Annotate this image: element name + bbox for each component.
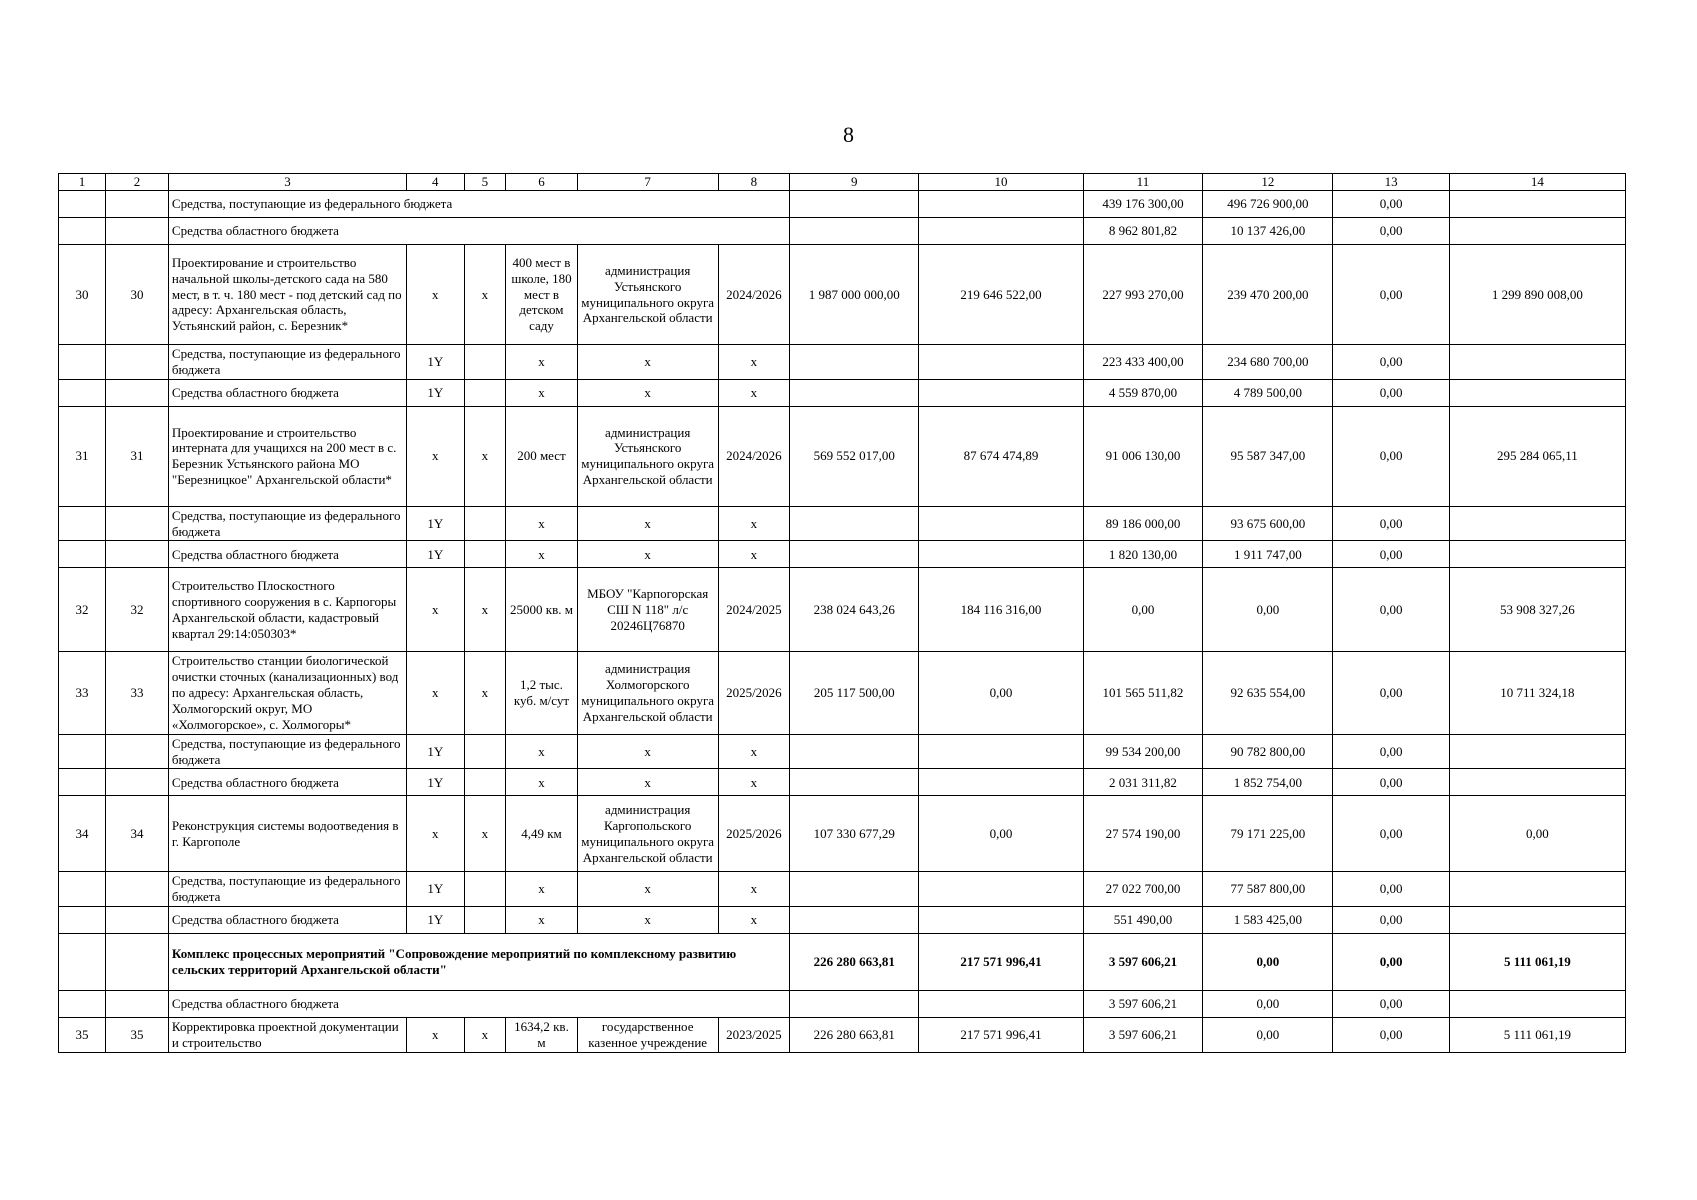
project-period: 2024/2026: [718, 245, 790, 345]
amount-col-12: 92 635 554,00: [1203, 652, 1333, 734]
project-capacity: 1,2 тыс. куб. м/сут: [506, 652, 578, 734]
empty-cell: [1449, 734, 1625, 769]
column-number: 1: [59, 174, 106, 191]
empty-cell: [919, 872, 1083, 907]
empty-cell: [105, 379, 168, 406]
col-7-mark: х: [577, 345, 718, 380]
budget-code: 1Y: [406, 872, 464, 907]
column-number: 8: [718, 174, 790, 191]
amount-col-13: 0,00: [1333, 191, 1449, 218]
col-7-mark: х: [577, 541, 718, 568]
amount-col-12: 0,00: [1203, 568, 1333, 652]
amount-col-10: 217 571 996,41: [919, 1018, 1083, 1053]
empty-cell: [790, 218, 919, 245]
empty-cell: [105, 541, 168, 568]
col-4-mark: х: [406, 568, 464, 652]
column-number: 7: [577, 174, 718, 191]
empty-cell: [105, 769, 168, 796]
budget-code: 1Y: [406, 506, 464, 541]
funding-source-row: [59, 991, 1626, 1018]
empty-cell: [790, 734, 919, 769]
project-row: [59, 245, 1626, 345]
amount-col-13: 0,00: [1333, 345, 1449, 380]
column-number: 6: [506, 174, 578, 191]
amount-col-12: 239 470 200,00: [1203, 245, 1333, 345]
total-cost: 569 552 017,00: [790, 406, 919, 506]
project-row: [59, 568, 1626, 652]
col-6-mark: х: [506, 379, 578, 406]
amount-col-13: 0,00: [1333, 872, 1449, 907]
amount-col-10: 217 571 996,41: [919, 934, 1083, 991]
column-number: 2: [105, 174, 168, 191]
empty-cell: [1449, 218, 1625, 245]
amount-col-11: 1 820 130,00: [1083, 541, 1203, 568]
empty-cell: [919, 907, 1083, 934]
empty-cell: [919, 991, 1083, 1018]
empty-cell: [1449, 506, 1625, 541]
empty-cell: [919, 379, 1083, 406]
table-body: [59, 174, 1626, 1053]
empty-cell: [1449, 991, 1625, 1018]
budget-code: 1Y: [406, 379, 464, 406]
amount-col-11: 89 186 000,00: [1083, 506, 1203, 541]
amount-col-13: 0,00: [1333, 907, 1449, 934]
amount-col-13: 0,00: [1333, 506, 1449, 541]
empty-cell: [790, 907, 919, 934]
empty-cell: [919, 734, 1083, 769]
col-8-mark: х: [718, 541, 790, 568]
complex-measures-row: [59, 934, 1626, 991]
column-number: 4: [406, 174, 464, 191]
empty-cell: [790, 872, 919, 907]
col-5-mark: х: [464, 568, 506, 652]
row-number: 30: [59, 245, 106, 345]
project-row: [59, 652, 1626, 734]
column-number: 12: [1203, 174, 1333, 191]
amount-col-12: 0,00: [1203, 1018, 1333, 1053]
column-number-row: [59, 174, 1626, 191]
project-period: 2023/2025: [718, 1018, 790, 1053]
amount-col-13: 0,00: [1333, 406, 1449, 506]
empty-cell: [790, 191, 919, 218]
funding-source-label: Средства областного бюджета: [168, 541, 406, 568]
amount-col-13: 0,00: [1333, 796, 1449, 872]
amount-col-13: 0,00: [1333, 379, 1449, 406]
budget-table: [58, 173, 1626, 1053]
empty-cell: [1449, 907, 1625, 934]
funding-source-label: Средства, поступающие из федерального бюджета: [168, 872, 406, 907]
amount-col-10: 219 646 522,00: [919, 245, 1083, 345]
item-number: 30: [105, 245, 168, 345]
project-period: 2024/2026: [718, 406, 790, 506]
amount-col-12: 1 583 425,00: [1203, 907, 1333, 934]
funding-source-label: Средства областного бюджета: [168, 769, 406, 796]
empty-cell: [1449, 379, 1625, 406]
amount-col-11: 223 433 400,00: [1083, 345, 1203, 380]
funding-source-label: Средства, поступающие из федерального бюджета: [168, 506, 406, 541]
budget-code: 1Y: [406, 541, 464, 568]
complex-measures-title: Комплекс процессных мероприятий "Сопровождение мероприятий по комплексному развитию сельских территорий Архангельской области": [168, 934, 789, 991]
col-6-mark: х: [506, 907, 578, 934]
project-capacity: 4,49 км: [506, 796, 578, 872]
amount-col-14: 53 908 327,26: [1449, 568, 1625, 652]
empty-cell: [105, 734, 168, 769]
empty-cell: [59, 991, 106, 1018]
amount-col-13: 0,00: [1333, 218, 1449, 245]
empty-cell: [59, 769, 106, 796]
project-customer: администрация Устьянского муниципального округа Архангельской области: [577, 245, 718, 345]
amount-col-12: 1 911 747,00: [1203, 541, 1333, 568]
funding-source-label: Средства областного бюджета: [168, 991, 789, 1018]
empty-cell: [1449, 191, 1625, 218]
col-8-mark: х: [718, 769, 790, 796]
total-cost: 238 024 643,26: [790, 568, 919, 652]
empty-cell: [105, 872, 168, 907]
row-number: 35: [59, 1018, 106, 1053]
col-8-mark: х: [718, 379, 790, 406]
budget-code: 1Y: [406, 907, 464, 934]
amount-col-10: 0,00: [919, 796, 1083, 872]
item-number: 31: [105, 406, 168, 506]
project-capacity: 1634,2 кв. м: [506, 1018, 578, 1053]
amount-col-10: 87 674 474,89: [919, 406, 1083, 506]
amount-col-12: 95 587 347,00: [1203, 406, 1333, 506]
amount-col-11: 0,00: [1083, 568, 1203, 652]
total-cost: 205 117 500,00: [790, 652, 919, 734]
budget-code: 1Y: [406, 769, 464, 796]
empty-cell: [59, 541, 106, 568]
col-5-mark: х: [464, 652, 506, 734]
empty-cell: [105, 907, 168, 934]
amount-col-12: 10 137 426,00: [1203, 218, 1333, 245]
amount-col-12: 77 587 800,00: [1203, 872, 1333, 907]
col-7-mark: х: [577, 506, 718, 541]
budget-code: 1Y: [406, 734, 464, 769]
project-name: Реконструкция системы водоотведения в г. Каргополе: [168, 796, 406, 872]
empty-cell: [59, 218, 106, 245]
amount-col-11: 551 490,00: [1083, 907, 1203, 934]
col-8-mark: х: [718, 345, 790, 380]
amount-col-11: 27 574 190,00: [1083, 796, 1203, 872]
empty-cell: [59, 191, 106, 218]
amount-col-13: 0,00: [1333, 652, 1449, 734]
item-number: 34: [105, 796, 168, 872]
empty-cell: [59, 872, 106, 907]
amount-col-13: 0,00: [1333, 734, 1449, 769]
budget-code: 1Y: [406, 345, 464, 380]
amount-col-14: 5 111 061,19: [1449, 934, 1625, 991]
project-name: Строительство станции биологической очистки сточных (канализационных) вод по адресу: Архангельская область, Холмогорский округ, МО «Холмогорское», с. Холмогоры*: [168, 652, 406, 734]
col-6-mark: х: [506, 734, 578, 769]
empty-cell: [919, 191, 1083, 218]
empty-cell: [464, 734, 506, 769]
funding-source-label: Средства, поступающие из федерального бюджета: [168, 734, 406, 769]
empty-cell: [1449, 872, 1625, 907]
empty-cell: [919, 218, 1083, 245]
empty-cell: [1449, 541, 1625, 568]
col-7-mark: х: [577, 734, 718, 769]
amount-col-12: 496 726 900,00: [1203, 191, 1333, 218]
col-8-mark: х: [718, 907, 790, 934]
amount-col-13: 0,00: [1333, 541, 1449, 568]
row-number: 34: [59, 796, 106, 872]
amount-col-12: 79 171 225,00: [1203, 796, 1333, 872]
amount-col-13: 0,00: [1333, 568, 1449, 652]
total-cost: 107 330 677,29: [790, 796, 919, 872]
col-5-mark: х: [464, 245, 506, 345]
empty-cell: [790, 769, 919, 796]
empty-cell: [105, 991, 168, 1018]
page-number: 8: [843, 122, 854, 147]
empty-cell: [59, 506, 106, 541]
empty-cell: [59, 734, 106, 769]
total-cost: 1 987 000 000,00: [790, 245, 919, 345]
amount-col-11: 99 534 200,00: [1083, 734, 1203, 769]
empty-cell: [105, 934, 168, 991]
amount-col-11: 439 176 300,00: [1083, 191, 1203, 218]
funding-source-row: [59, 379, 1626, 406]
col-6-mark: х: [506, 506, 578, 541]
col-8-mark: х: [718, 872, 790, 907]
funding-source-row: [59, 541, 1626, 568]
amount-col-11: 27 022 700,00: [1083, 872, 1203, 907]
project-capacity: 200 мест: [506, 406, 578, 506]
funding-source-row: [59, 191, 1626, 218]
col-7-mark: х: [577, 769, 718, 796]
empty-cell: [105, 218, 168, 245]
empty-cell: [59, 379, 106, 406]
project-name: Корректировка проектной документации и строительство: [168, 1018, 406, 1053]
col-4-mark: х: [406, 1018, 464, 1053]
funding-source-label: Средства областного бюджета: [168, 907, 406, 934]
amount-col-10: 184 116 316,00: [919, 568, 1083, 652]
empty-cell: [790, 506, 919, 541]
row-number: 31: [59, 406, 106, 506]
amount-col-11: 4 559 870,00: [1083, 379, 1203, 406]
column-number: 10: [919, 174, 1083, 191]
amount-col-11: 91 006 130,00: [1083, 406, 1203, 506]
col-5-mark: х: [464, 796, 506, 872]
col-6-mark: х: [506, 541, 578, 568]
empty-cell: [105, 506, 168, 541]
empty-cell: [1449, 345, 1625, 380]
amount-col-14: 10 711 324,18: [1449, 652, 1625, 734]
funding-source-row: [59, 872, 1626, 907]
item-number: 35: [105, 1018, 168, 1053]
funding-source-label: Средства, поступающие из федерального бюджета: [168, 345, 406, 380]
empty-cell: [464, 907, 506, 934]
empty-cell: [919, 541, 1083, 568]
empty-cell: [919, 506, 1083, 541]
amount-col-12: 93 675 600,00: [1203, 506, 1333, 541]
amount-col-12: 234 680 700,00: [1203, 345, 1333, 380]
empty-cell: [790, 991, 919, 1018]
project-customer: государственное казенное учреждение: [577, 1018, 718, 1053]
amount-col-13: 0,00: [1333, 1018, 1449, 1053]
amount-col-12: 4 789 500,00: [1203, 379, 1333, 406]
col-4-mark: х: [406, 406, 464, 506]
funding-source-row: [59, 345, 1626, 380]
project-row: [59, 1018, 1626, 1053]
amount-col-11: 227 993 270,00: [1083, 245, 1203, 345]
col-5-mark: х: [464, 1018, 506, 1053]
empty-cell: [105, 191, 168, 218]
amount-col-12: 0,00: [1203, 991, 1333, 1018]
amount-col-11: 3 597 606,21: [1083, 1018, 1203, 1053]
row-number: 33: [59, 652, 106, 734]
empty-cell: [1449, 769, 1625, 796]
col-7-mark: х: [577, 872, 718, 907]
col-5-mark: х: [464, 406, 506, 506]
column-number: 13: [1333, 174, 1449, 191]
col-4-mark: х: [406, 652, 464, 734]
amount-col-12: 1 852 754,00: [1203, 769, 1333, 796]
empty-cell: [59, 934, 106, 991]
amount-col-11: 101 565 511,82: [1083, 652, 1203, 734]
project-name: Проектирование и строительство интерната для учащихся на 200 мест в с. Березник Устьянского района МО "Березницкое" Архангельской области*: [168, 406, 406, 506]
column-number: 5: [464, 174, 506, 191]
funding-source-row: [59, 506, 1626, 541]
amount-col-13: 0,00: [1333, 991, 1449, 1018]
project-name: Проектирование и строительство начальной школы-детского сада на 580 мест, в т. ч. 180 мест - под детский сад по адресу: Архангельская область, Устьянский район, с. Березник*: [168, 245, 406, 345]
item-number: 32: [105, 568, 168, 652]
total-cost: 226 280 663,81: [790, 1018, 919, 1053]
empty-cell: [105, 345, 168, 380]
project-row: [59, 406, 1626, 506]
amount-col-10: 0,00: [919, 652, 1083, 734]
empty-cell: [59, 345, 106, 380]
project-customer: администрация Холмогорского муниципального округа Архангельской области: [577, 652, 718, 734]
project-row: [59, 796, 1626, 872]
col-8-mark: х: [718, 506, 790, 541]
amount-col-14: 5 111 061,19: [1449, 1018, 1625, 1053]
amount-col-14: 0,00: [1449, 796, 1625, 872]
amount-col-11: 3 597 606,21: [1083, 934, 1203, 991]
project-customer: администрация Каргопольского муниципального округа Архангельской области: [577, 796, 718, 872]
amount-col-14: 295 284 065,11: [1449, 406, 1625, 506]
project-capacity: 400 мест в школе, 180 мест в детском саду: [506, 245, 578, 345]
funding-source-label: Средства областного бюджета: [168, 218, 789, 245]
empty-cell: [790, 541, 919, 568]
empty-cell: [464, 541, 506, 568]
funding-source-row: [59, 907, 1626, 934]
funding-source-label: Средства, поступающие из федерального бюджета: [168, 191, 789, 218]
project-period: 2025/2026: [718, 796, 790, 872]
empty-cell: [790, 379, 919, 406]
row-number: 32: [59, 568, 106, 652]
col-7-mark: х: [577, 379, 718, 406]
column-number: 14: [1449, 174, 1625, 191]
empty-cell: [464, 345, 506, 380]
empty-cell: [464, 506, 506, 541]
project-period: 2024/2025: [718, 568, 790, 652]
col-4-mark: х: [406, 245, 464, 345]
col-6-mark: х: [506, 872, 578, 907]
col-7-mark: х: [577, 907, 718, 934]
column-number: 3: [168, 174, 406, 191]
funding-source-row: [59, 734, 1626, 769]
empty-cell: [59, 907, 106, 934]
project-customer: МБОУ "Карпогорская СШ N 118" л/с 20246Ц76870: [577, 568, 718, 652]
funding-source-label: Средства областного бюджета: [168, 379, 406, 406]
empty-cell: [919, 769, 1083, 796]
empty-cell: [464, 769, 506, 796]
empty-cell: [464, 379, 506, 406]
col-6-mark: х: [506, 769, 578, 796]
project-period: 2025/2026: [718, 652, 790, 734]
column-number: 11: [1083, 174, 1203, 191]
amount-col-13: 0,00: [1333, 769, 1449, 796]
empty-cell: [919, 345, 1083, 380]
amount-col-14: 1 299 890 008,00: [1449, 245, 1625, 345]
col-4-mark: х: [406, 796, 464, 872]
item-number: 33: [105, 652, 168, 734]
project-capacity: 25000 кв. м: [506, 568, 578, 652]
amount-col-11: 8 962 801,82: [1083, 218, 1203, 245]
amount-col-11: 3 597 606,21: [1083, 991, 1203, 1018]
total-cost: 226 280 663,81: [790, 934, 919, 991]
amount-col-11: 2 031 311,82: [1083, 769, 1203, 796]
column-number: 9: [790, 174, 919, 191]
project-name: Строительство Плоскостного спортивного сооружения в с. Карпогоры Архангельской области, кадастровый квартал 29:14:050303*: [168, 568, 406, 652]
empty-cell: [464, 872, 506, 907]
amount-col-12: 90 782 800,00: [1203, 734, 1333, 769]
funding-source-row: [59, 218, 1626, 245]
col-6-mark: х: [506, 345, 578, 380]
amount-col-13: 0,00: [1333, 245, 1449, 345]
funding-source-row: [59, 769, 1626, 796]
empty-cell: [790, 345, 919, 380]
amount-col-13: 0,00: [1333, 934, 1449, 991]
col-8-mark: х: [718, 734, 790, 769]
amount-col-12: 0,00: [1203, 934, 1333, 991]
project-customer: администрация Устьянского муниципального округа Архангельской области: [577, 406, 718, 506]
